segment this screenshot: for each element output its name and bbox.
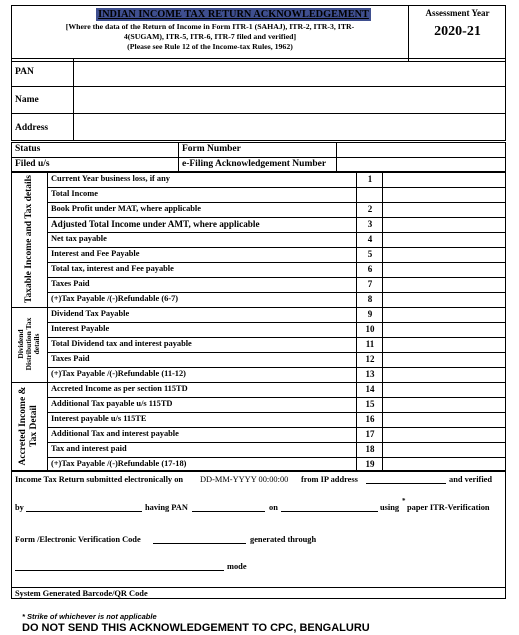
ip-address-blank[interactable] [366,483,446,484]
strike-note: * Strike of whichever is not applicable [22,612,157,621]
row-label: Adjusted Total Income under AMT, where applicable [51,219,260,229]
row-number: 9 [367,309,373,319]
row-label: Interest Payable [51,324,110,333]
row-value[interactable] [383,458,505,472]
row-label: Taxes Paid [51,279,90,288]
assessment-year: 2020-21 [434,24,481,39]
warning-text: DO NOT SEND THIS ACKNOWLEDGEMENT TO CPC, BENGALURU [22,622,370,634]
row-value[interactable] [383,218,505,232]
pan-blank[interactable] [192,511,265,512]
form-subtitle-2: 4(SUGAM), ITR-5, ITR-6, ITR-7 filed and verified] [123,32,297,41]
on-text: on [269,503,278,512]
row-number: 10 [365,324,375,334]
row-label: Tax and interest paid [51,444,127,453]
row-number: 18 [365,444,375,454]
fev-text: Form /Electronic Verification Code [15,535,141,544]
form-subtitle-1: [Where the data of the Return of Income in Form ITR-1 (SAHAJ), ITR-2, ITR-3, ITR- [65,22,355,31]
by-blank[interactable] [26,511,142,512]
row-label: Additional Tax payable u/s 115TD [51,399,173,408]
form-number-label: Form Number [182,144,241,154]
row-value[interactable] [383,368,505,382]
barcode-rule [11,587,506,588]
row-value[interactable] [383,323,505,337]
row-value[interactable] [383,428,505,442]
row-label: (+)Tax Payable /(-)Refundable (11-12) [51,369,186,378]
using-text: using [380,503,400,512]
row-value[interactable] [383,443,505,457]
row-label: Dividend Tax Payable [51,309,130,318]
section-rule [11,382,506,383]
row-label: (+)Tax Payable /(-)Refundable (6-7) [51,294,179,303]
on-blank[interactable] [281,511,378,512]
row-number: 3 [367,219,373,229]
mode-text: mode [227,562,247,571]
submitted-text: Income Tax Return submitted electronically on [15,475,184,484]
row-number: 7 [367,279,373,289]
row-number: 4 [367,234,373,244]
row-label: Additional Tax and interest payable [51,429,179,438]
name-label: Name [15,95,39,105]
row-label: Accreted Income as per section 115TD [51,384,188,393]
ack-number-label: e-Filing Acknowledgement Number [182,159,327,169]
form-subtitle-3: (Please see Rule 12 of the Income-tax Rules, 1962) [127,42,293,51]
verified-text: and verified [449,475,493,484]
status-divider-2 [336,142,337,172]
filed-us-label: Filed u/s [15,159,50,169]
row-number: 17 [365,429,375,439]
row-number: 6 [367,264,373,274]
row-number: 5 [367,249,373,259]
row-label: Interest payable u/s 115TE [51,414,147,423]
assessment-year-label: Assessment Year [425,8,490,18]
row-number: 2 [367,204,373,214]
row-number: 11 [365,339,375,349]
strike-marker: * [402,497,406,505]
row-value[interactable] [383,203,505,217]
row-label: Book Profit under MAT, where applicable [51,204,201,213]
status-divider [178,142,179,172]
row-number: 8 [367,294,373,304]
barcode-label: System Generated Barcode/QR Code [15,589,148,598]
row-number: 19 [365,459,375,469]
section-accreted-title: Accreted Income & Tax Detail [18,386,39,466]
row-value[interactable] [383,338,505,352]
row-number: 1 [367,174,373,184]
row-label: (+)Tax Payable /(-)Refundable (17-18) [51,459,187,468]
row-label: Total Income [51,189,98,198]
pan-field[interactable] [74,59,505,86]
row-value[interactable] [383,293,505,307]
row-value[interactable] [383,188,505,202]
mode-blank[interactable] [15,570,224,571]
row-number: 13 [365,369,375,379]
row-number: 12 [365,354,375,364]
row-value[interactable] [383,233,505,247]
pan-label: PAN [15,67,34,77]
status-rule [11,157,506,158]
submitted-date: DD-MM-YYYY 00:00:00 [200,475,289,484]
ip-address-text: from IP address [301,475,358,484]
row-value[interactable] [383,308,505,322]
row-label: Current Year business loss, if any [51,174,170,183]
row-value[interactable] [383,398,505,412]
paper-verification-text: paper ITR-Verification [407,503,490,512]
row-value[interactable] [383,383,505,397]
row-value[interactable] [383,263,505,277]
row-value[interactable] [383,413,505,427]
form-title-text: INDIAN INCOME TAX RETURN ACKNOWLEDGEMENT [98,9,369,20]
address-field[interactable] [74,114,505,141]
name-field[interactable] [74,87,505,113]
row-number: 15 [365,399,375,409]
fev-blank[interactable] [153,543,246,544]
row-label: Taxes Paid [51,354,90,363]
row-label: Interest and Fee Payable [51,249,140,258]
by-text: by [15,503,24,512]
row-number: 16 [365,414,375,424]
section-dividend-title: Dividend Distribution Tax details [16,317,41,371]
row-number: 14 [365,384,375,394]
row-value[interactable] [383,248,505,262]
address-label: Address [15,123,49,133]
row-label: Total tax, interest and Fee payable [51,264,174,273]
row-value[interactable] [383,278,505,292]
having-pan-text: having PAN [145,503,188,512]
section-rule [11,307,506,308]
generated-text: generated through [250,535,317,544]
status-label: Status [15,144,41,154]
row-value[interactable] [383,173,505,187]
section-taxable-title: Taxable Income and Tax details [24,175,34,303]
row-value[interactable] [383,353,505,367]
row-label: Total Dividend tax and interest payable [51,339,192,348]
row-label: Net tax payable [51,234,107,243]
